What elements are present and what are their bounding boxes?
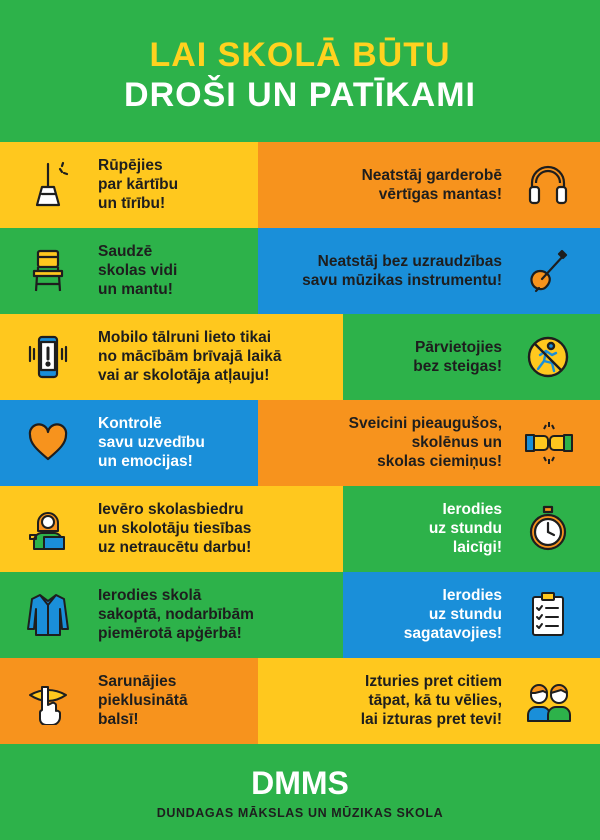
rule-cell-right — [343, 486, 600, 572]
rule-row — [0, 314, 600, 400]
checklist-icon — [526, 591, 570, 639]
rule-cell-right — [258, 400, 600, 486]
rule-text: Rūpējies par kārtību un tīrību! — [98, 157, 179, 212]
heart-icon — [26, 419, 70, 467]
broom-icon — [26, 161, 70, 209]
title-line-1: LAI SKOLĀ BŪTU — [149, 36, 451, 74]
rule-cell-left — [0, 400, 258, 486]
rule-row — [0, 572, 600, 658]
shirt-icon — [26, 591, 70, 639]
friends-icon — [524, 677, 574, 725]
rule-text: Neatstāj bez uzraudzības savu mūzikas instrumentu! — [302, 253, 502, 289]
rule-text: Ierodies uz stundu laicīgi! — [428, 501, 502, 556]
rule-row — [0, 486, 600, 572]
school-logo — [240, 766, 360, 798]
teacher-icon — [26, 505, 70, 553]
headphones-icon — [526, 161, 570, 209]
rule-text: Neatstāj garderobē vērtīgas mantas! — [361, 167, 502, 203]
rule-cell-left — [0, 228, 258, 314]
rule-cell-left — [0, 142, 258, 228]
rule-row — [0, 400, 600, 486]
rule-text: Mobilo tālruni lieto tikai no mācībām brīvajā laikā vai ar skolotāja atļauju! — [98, 329, 282, 384]
rule-cell-left — [0, 572, 343, 658]
rule-text: Sveicini pieaugušos, skolēnus un skolas ciemiņus! — [348, 415, 502, 470]
rule-text: Pārvietojies bez steigas! — [413, 339, 502, 375]
mobile-phone-icon — [26, 333, 70, 381]
title-line-2: DROŠI UN PATĪKAMI — [124, 76, 476, 114]
rule-text: Ierodies skolā sakoptā, nodarbībām piemērotā apģērbā! — [98, 587, 254, 642]
logo-text: DMMS — [251, 766, 349, 798]
rule-cell-right — [258, 142, 600, 228]
violin-icon — [526, 247, 570, 295]
chair-icon — [26, 247, 70, 295]
rule-cell-right — [258, 658, 600, 744]
rule-text: Kontrolē savu uzvedību un emocijas! — [98, 415, 205, 470]
rule-text: Ierodies uz stundu sagatavojies! — [403, 587, 502, 642]
fist-bump-icon — [524, 419, 574, 467]
rule-cell-right — [343, 572, 600, 658]
rule-row — [0, 658, 600, 744]
rule-row — [0, 142, 600, 228]
rule-cell-right — [258, 228, 600, 314]
rule-text: Izturies pret citiem tāpat, kā tu vēlies, lai izturas pret tevi! — [360, 673, 502, 728]
rule-text: Sarunājies pieklusinātā balsī! — [98, 673, 188, 728]
no-running-icon — [526, 333, 570, 381]
rule-cell-left — [0, 658, 258, 744]
rule-cell-right — [343, 314, 600, 400]
rule-cell-left — [0, 486, 343, 572]
school-name: DUNDAGAS MĀKSLAS UN MŪZIKAS SKOLA — [156, 806, 444, 820]
rule-text: Saudzē skolas vidi un mantu! — [98, 243, 178, 298]
rule-cell-left — [0, 314, 343, 400]
stopwatch-icon — [526, 505, 570, 553]
rule-row — [0, 228, 600, 314]
rule-text: Ievēro skolasbiedru un skolotāju tiesības uz netraucētu darbu! — [98, 501, 252, 556]
quiet-finger-icon — [26, 677, 70, 725]
